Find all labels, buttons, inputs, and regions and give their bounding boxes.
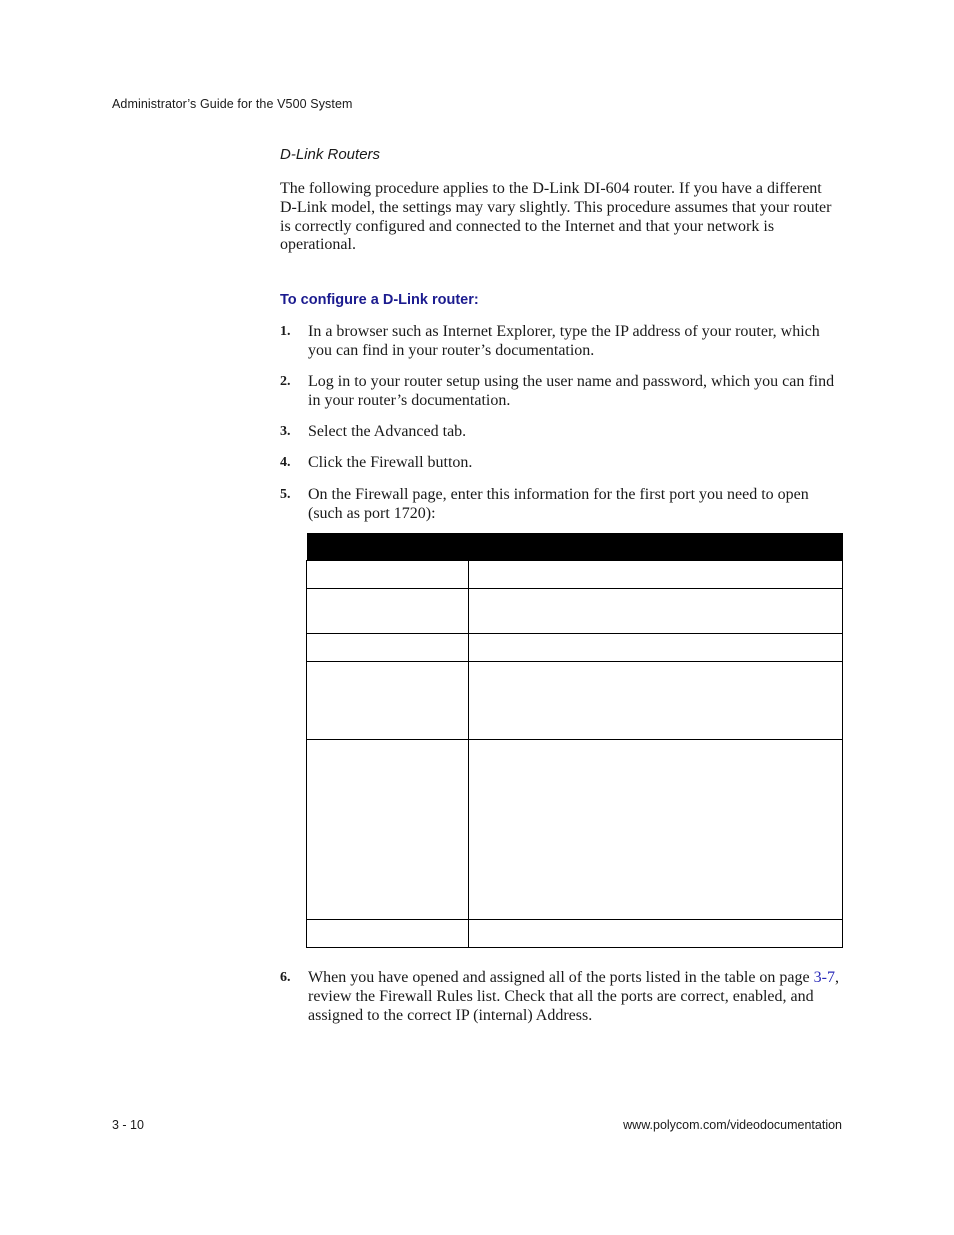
step-text-after-link: , review the Firewall Rules list. Check that all the ports are correct, enabled, and assigned to the correct IP (internal) Address. <box>308 969 839 1024</box>
step-number: 2. <box>280 374 291 389</box>
intro-paragraph: The following procedure applies to the D-Link DI-604 router. If you have a different D-Link model, the settings may vary slightly. This procedure assumes that your router is correctly configured and connected to the Internet and that your network is operational. <box>280 180 832 254</box>
table-row <box>307 561 843 589</box>
step-number: 3. <box>280 424 291 439</box>
table-cell <box>307 740 469 920</box>
table-cell <box>469 920 843 948</box>
table-cell <box>469 662 843 740</box>
table-cell <box>469 589 843 634</box>
running-header: Administrator’s Guide for the V500 System <box>112 97 353 111</box>
step-text-before-link: When you have opened and assigned all of the ports listed in the table on page <box>308 969 814 986</box>
step-text: Select the Advanced tab. <box>308 423 467 440</box>
procedure-title: To configure a D-Link router: <box>280 292 479 308</box>
table-row <box>307 740 843 920</box>
page-reference-link[interactable]: 3-7 <box>813 969 835 986</box>
table-cell <box>307 662 469 740</box>
step-number: 6. <box>280 970 291 985</box>
step-text: In a browser such as Internet Explorer, type the IP address of your router, which you can find in your router’s documentation. <box>308 323 820 359</box>
step-number: 4. <box>280 455 291 470</box>
step-text: Log in to your router setup using the user name and password, which you can find in your router’s documentation. <box>308 373 835 409</box>
table-row <box>307 662 843 740</box>
table-cell <box>307 561 469 589</box>
step-text: On the Firewall page, enter this information for the first port you need to open (such as port 1720): <box>308 486 809 522</box>
section-title: D-Link Routers <box>280 146 381 163</box>
table-row <box>307 589 843 634</box>
table-cell <box>469 561 843 589</box>
step-number: 1. <box>280 324 291 339</box>
step-text <box>308 969 842 1025</box>
table-cell <box>307 589 469 634</box>
table-header-row <box>307 533 843 561</box>
table-header-cell <box>307 533 469 561</box>
table-cell <box>469 634 843 662</box>
table-header-cell <box>469 533 843 561</box>
table-row <box>307 920 843 948</box>
firewall-settings-table <box>306 533 843 948</box>
footer-page-number: 3 - 10 <box>112 1118 144 1132</box>
table-cell <box>469 740 843 920</box>
table-cell <box>307 920 469 948</box>
step-number: 5. <box>280 487 291 502</box>
table-cell <box>307 634 469 662</box>
footer-url: www.polycom.com/videodocumentation <box>623 1118 842 1132</box>
step-text: Click the Firewall button. <box>308 454 473 471</box>
table-row <box>307 634 843 662</box>
